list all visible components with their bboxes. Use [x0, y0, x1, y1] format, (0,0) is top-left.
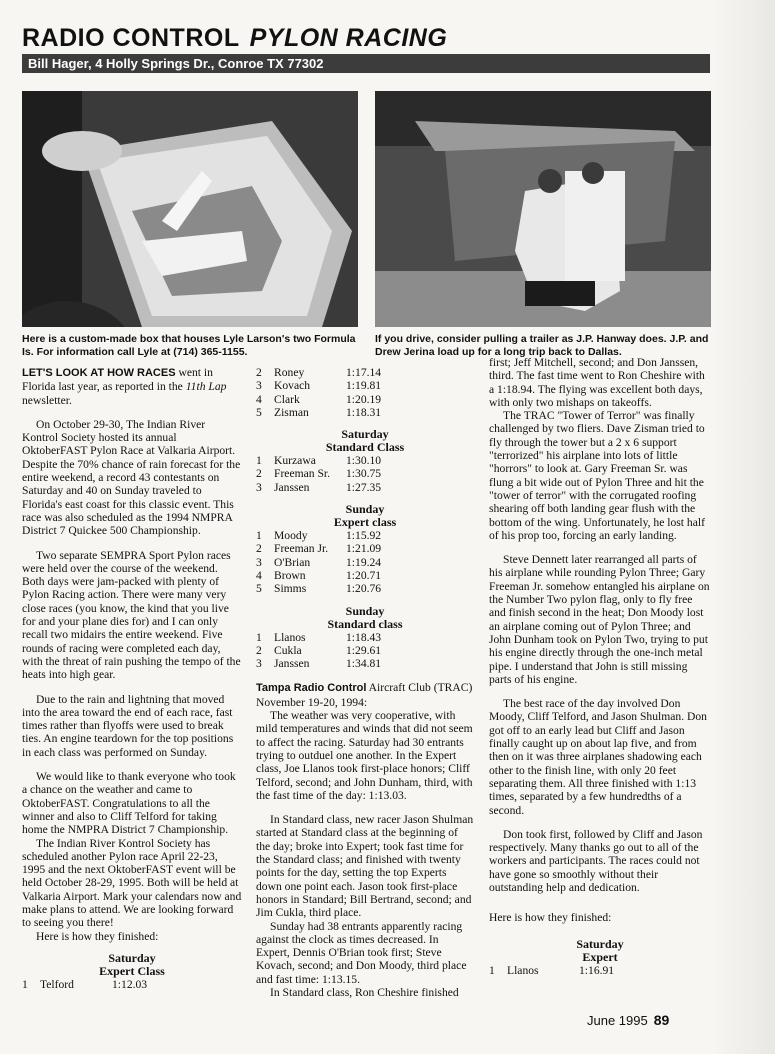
paragraph: In Standard class, Ron Cheshire finished — [270, 985, 459, 999]
result-row — [256, 406, 474, 419]
photo-caption-left: Here is a custom-made box that houses Lyle Larson's two Formula Is. For information call Lyle at (714) 365-1155. — [22, 333, 356, 358]
result-name: Zisman — [274, 405, 309, 419]
result-position: 5 — [256, 405, 262, 419]
paragraph: Sunday had 38 entrants apparently racing against the clock as times decreased. In Expert, Dennis O'Brian took first; Steve Kovach, second; and Don Moody, third place and fast time: 1:13.15. — [256, 919, 467, 986]
results-heading-day: Saturday — [576, 936, 624, 951]
result-row — [256, 644, 474, 657]
result-position: 1 — [489, 963, 495, 977]
result-time: 1:15.92 — [346, 529, 382, 543]
results-heading-class: Standard class — [327, 616, 403, 631]
title-plain: RADIO CONTROL — [22, 24, 240, 52]
paragraph: In Standard class, new racer Jason Shulman started at Standard class at the beginning of the day; broke into Expert; took fast time for the Standard class; and finished with twenty points for the day, setting the top Experts down one point each. Jason took first-place honors in Standard; Bill Bertrand, second; and Jim Cukla, third place. — [256, 813, 474, 920]
lead-italic: 11th Lap — [185, 380, 227, 394]
tampa-intro-rest: Aircraft Club (TRAC) November 19-20, 1994: — [256, 681, 473, 709]
title-italic: PYLON RACING — [249, 24, 448, 52]
lead-bold: LET'S LOOK AT HOW RACES — [22, 367, 176, 379]
paragraph: Steve Dennett later rearranged all parts of his airplane while rounding Pylon Three; Gary Freeman Jr. somehow entangled his airplane on the Number Two pylon flag, only to fly free and finish second in the heat; Don Moody lost an airplane coming out of Pylon Three; and John Dunham took on Pylon Two, trying to put his engine directly through the one-inch metal pipe. I understand that John is still missing parts of his engine. — [489, 553, 710, 686]
paragraph: The TRAC "Tower of Terror" was finally challenged by two fliers. Dave Zisman tried to fly through the tower but a 2 x 6 support "terrorized" his airplane into lots of little "horrors" to look at. Gary Freeman Sr. was flung a bit wide out of Pylon Three and hit the "tower of terror" with the corrugated roofing shearing off both landing gear flush with the bottom of the wing. Unfortunately, he lost half of his prop too, forcing an early landing. — [489, 409, 705, 542]
result-time: 1:19.81 — [346, 379, 382, 393]
photo-trailer-image — [375, 91, 711, 327]
result-time: 1:18.31 — [346, 405, 382, 419]
tampa-club-name: Tampa Radio Control — [256, 682, 367, 695]
paragraph: Don took first, followed by Cliff and Jason respectively. Many thanks go out to all of the workers and participants. The races could not have gone so smoothly without their outstanding help and dedication. — [489, 827, 703, 894]
result-position: 3 — [256, 379, 262, 393]
result-row — [256, 379, 474, 392]
result-time: 1:34.81 — [346, 657, 382, 671]
results-heading-class: Expert class — [333, 515, 397, 530]
lead-paragraph — [22, 366, 242, 407]
result-position: 3 — [256, 657, 262, 671]
paragraph: Here is how they finished: — [489, 911, 612, 925]
result-position: 1 — [22, 977, 28, 991]
result-position: 2 — [256, 366, 262, 379]
paragraph: The Indian River Kontrol Society has scheduled another Pylon race April 22-23, 1995 and the next OktoberFAST event will be held October 28-29, 1995. Both will be held at Valkaria Airport. Mark your calendars now and make plans to attend. We are looking forward to seeing you there! — [22, 836, 242, 930]
tampa-intro — [256, 681, 474, 709]
result-time: 1:20.19 — [346, 392, 382, 406]
result-position: 4 — [256, 568, 262, 582]
column-3 — [489, 356, 711, 977]
page-footer — [587, 1012, 669, 1028]
author-address-bar: Bill Hager, 4 Holly Springs Dr., Conroe TX 77302 — [22, 54, 710, 73]
result-name: Brown — [274, 568, 306, 582]
result-time: 1:27.35 — [346, 480, 382, 494]
results-heading-day: Saturday — [108, 950, 156, 965]
column-2 — [256, 366, 474, 999]
result-time: 1:17.14 — [346, 366, 382, 379]
result-name: Cukla — [274, 643, 302, 657]
result-position: 5 — [256, 582, 262, 596]
result-time: 1:16.91 — [579, 963, 615, 977]
page-edge-shadow — [711, 0, 775, 1054]
result-name: Moody — [274, 529, 308, 543]
paragraph: Two separate SEMPRA Sport Pylon races were held over the course of the weekend. Both days were jam-packed with plenty of Pylon Racing action. There were many very close races (you know, the kind that you live for and your plane dies for) and I can only recall two midairs the entire weekend. Five rounds of racing were completed each day, with the threat of rain pushing the tempo of the heats into high gear. — [22, 548, 241, 682]
results-heading-day: Sunday — [345, 603, 385, 618]
photo-caption-right: If you drive, consider pulling a trailer as J.P. Hanway does. J.P. and Drew Jerina load up for a long trip back to Dallas. — [375, 333, 709, 358]
result-row — [489, 964, 711, 977]
result-position: 1 — [256, 529, 262, 543]
paragraph: The weather was very cooperative, with mild temperatures and winds that did not seem to affect the racing. Saturday had 30 entrants trying to outduel one another. In the Expert class, Joe Llanos took first-place honors; Cliff Telford, second; and John Dunham, third, with the fast time of the day: 1:13.03. — [256, 709, 473, 802]
result-row — [256, 631, 474, 644]
page-title — [22, 24, 447, 53]
result-name: Llanos — [274, 630, 306, 644]
result-time: 1:18.43 — [346, 630, 382, 644]
paragraph: Due to the rain and lightning that moved into the area toward the end of each race, fast times rather than flyoffs were used to break ties. An engine teardown for the top positions in each class was performed on Sunday. — [22, 692, 234, 759]
result-time: 1:29.61 — [346, 643, 382, 657]
result-position: 3 — [256, 480, 262, 494]
result-name: Clark — [274, 392, 300, 406]
paragraph: first; Jeff Mitchell, second; and Don Janssen, third. The fast time went to Ron Cheshire with a 1:18.94. The flying was excellent both days, with only two mishaps on takeoffs. — [489, 356, 705, 409]
result-row — [256, 481, 474, 494]
result-row — [256, 454, 474, 467]
result-time: 1:30.75 — [346, 467, 382, 481]
result-row — [256, 467, 474, 480]
result-position: 2 — [256, 542, 262, 556]
paragraph: We would like to thank everyone who took a chance on the weather and came to OktoberFAST. Congratulations to all the winner and also to Cliff Telford for taking home the NMPRA District 7 Championship. — [22, 770, 236, 837]
result-row — [256, 542, 474, 555]
result-row — [256, 366, 474, 379]
result-name: Roney — [274, 366, 305, 379]
result-name: Kurzawa — [274, 454, 316, 468]
result-row — [256, 556, 474, 569]
result-name: Simms — [274, 582, 307, 596]
result-name: Janssen — [274, 657, 310, 671]
result-row — [256, 393, 474, 406]
result-row — [256, 569, 474, 582]
result-name: Llanos — [507, 963, 539, 977]
results-heading-class: Expert Class — [99, 963, 165, 978]
result-row — [256, 657, 474, 670]
photo-trailer — [375, 91, 711, 327]
result-time: 1:20.71 — [346, 568, 382, 582]
results-heading-class: Standard Class — [325, 440, 405, 455]
photo-box-image — [22, 91, 358, 327]
result-time: 1:20.76 — [346, 582, 382, 596]
paragraph: Here is how they finished: — [36, 929, 159, 943]
result-time: 1:19.24 — [346, 555, 382, 569]
result-name: Telford — [40, 977, 74, 991]
result-position: 2 — [256, 467, 262, 481]
paragraph: The best race of the day involved Don Moody, Cliff Telford, and Jason Shulman. Don got off to an early lead but Cliff and Jason finally caught up on about lap five, and from then on it was three airplanes shadowing each other to the finish line, with only 20 feet separating them. All three finished with 1:13 times, separated by a few hundredths of a second. — [489, 697, 707, 817]
page-number: 89 — [653, 1012, 670, 1028]
lead-text-1: went in Florida last year, as reported in the — [22, 366, 213, 394]
paragraph: On October 29-30, The Indian River Kontrol Society hosted its annual OktoberFAST Pylon Race at Valkaria Airport. Despite the 70% chance of rain forecast for the entire weekend, a record 43 contestants on Saturday and 40 on Sunday traveled to Florida's east coast for this classic event. This race was also scheduled as the 1994 NMPRA District 7 Quickee 500 Championship. — [22, 417, 241, 538]
result-position: 4 — [256, 392, 262, 406]
result-position: 1 — [256, 454, 262, 468]
lead-text-2: newsletter. — [22, 393, 72, 407]
result-name: O'Brian — [274, 555, 311, 569]
results-heading-class: Expert — [582, 949, 618, 964]
result-position: 1 — [256, 630, 262, 644]
results-heading-day: Saturday — [341, 427, 389, 442]
result-name: Janssen — [274, 480, 310, 494]
result-position: 3 — [256, 555, 262, 569]
result-time: 1:30.10 — [346, 454, 382, 468]
result-name: Freeman Jr. — [274, 542, 329, 556]
issue-date: June 1995 — [587, 1013, 648, 1028]
column-1 — [22, 366, 242, 991]
result-time: 1:21.09 — [346, 542, 382, 556]
result-position: 2 — [256, 643, 262, 657]
result-row — [22, 978, 242, 991]
result-name: Kovach — [274, 379, 311, 393]
results-heading-day: Sunday — [345, 502, 385, 517]
result-row — [256, 529, 474, 542]
result-row — [256, 582, 474, 595]
result-name: Freeman Sr. — [274, 467, 331, 481]
photo-lyle-larson-box — [22, 91, 358, 327]
result-time: 1:12.03 — [112, 977, 148, 991]
